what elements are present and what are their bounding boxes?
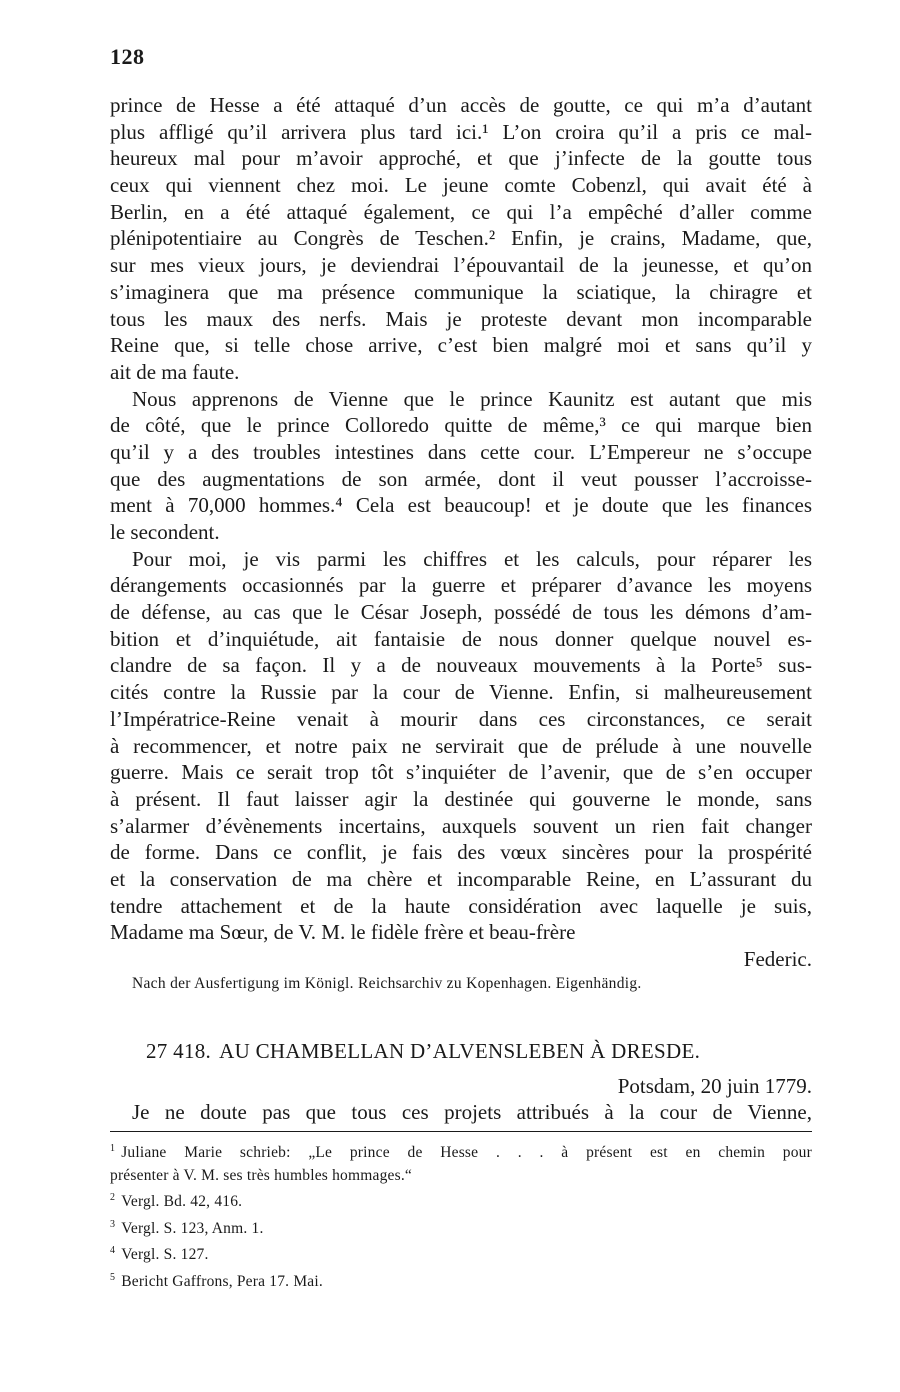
text-line: Reine que, si telle chose arrive, c’est bien malgré moi et sans qu’il y xyxy=(110,333,812,358)
text-line: tous les maux des nerfs. Mais je proteste devant mon incomparable xyxy=(110,306,812,331)
text-line: prince de Hesse a été attaqué d’un accès de goutte, ce qui m’a d’autant xyxy=(110,93,812,117)
footnotes xyxy=(110,1138,812,1294)
text-line: de défense, au cas que le César Joseph, possédé de tous les démons d’am- xyxy=(110,600,812,625)
footnote-line xyxy=(110,1187,812,1214)
text-line: sur mes vieux jours, je deviendrai l’épouvantail de la jeunesse, et qu’on xyxy=(110,253,812,278)
signature: Federic. xyxy=(743,947,812,971)
footnote-text: Vergl. Bd. 42, 416. xyxy=(121,1193,243,1211)
text-line: que des augmentations de son armée, dont il veut pousser l’accroisse- xyxy=(110,466,812,491)
page-number: 128 xyxy=(110,44,145,69)
text-line: Berlin, en a été attaqué également, ce qui l’a empêché d’aller comme xyxy=(110,199,812,224)
continuation-line: Je ne doute pas que tous ces projets attribués à la cour de Vienne, xyxy=(132,1100,812,1124)
text-line: Madame ma Sœur, de V. M. le fidèle frère et beau-frère xyxy=(110,920,576,945)
text-line: à recommencer, et notre paix ne servirait que de prélude à une nouvelle xyxy=(110,733,812,758)
text-line: heureux mal pour m’avoir approché, et que j’infecte de la goutte tous xyxy=(110,146,812,171)
footnote-rule xyxy=(110,1131,812,1132)
footnote-line xyxy=(110,1267,812,1294)
paragraphs xyxy=(110,92,812,946)
text-line: cités contre la Russie par la cour de Vienne. Enfin, si malheureusement xyxy=(110,680,812,705)
footnote-line xyxy=(110,1138,812,1165)
text-line: guerre. Mais ce serait trop tôt s’inquiéter de l’avenir, que de s’en occuper xyxy=(110,760,812,785)
text-line: plus affligé qu’il arrivera plus tard ici.¹ L’on croira qu’il a pris ce mal- xyxy=(110,119,812,144)
text-line: ceux qui viennent chez moi. Le jeune comte Cobenzl, qui avait été à xyxy=(110,173,812,198)
footnote-text: Bericht Gaffrons, Pera 17. Mai. xyxy=(121,1273,323,1291)
footnote-line xyxy=(110,1240,812,1267)
text-line: s’alarmer d’évènements incertains, auxquels souvent un rien fait changer xyxy=(110,813,812,838)
letter-body xyxy=(110,92,812,995)
letter-title: AU CHAMBELLAN D’ALVENSLEBEN À DRESDE. xyxy=(219,1039,701,1063)
text-line: le secondent. xyxy=(110,520,220,544)
footnote-mark: 3 xyxy=(110,1218,116,1230)
footnote-text: présenter à V. M. ses très humbles hommages.“ xyxy=(110,1166,413,1184)
letter-heading xyxy=(146,1039,700,1064)
text-line: l’Impératrice-Reine venait à mourir dans ces circonstances, ce serait xyxy=(110,706,812,731)
footnote-text: Vergl. S. 127. xyxy=(121,1246,209,1264)
footnote-mark: 2 xyxy=(110,1192,116,1204)
text-line: clandre de sa façon. Il y a de nouveaux mouvements à la Porte⁵ sus- xyxy=(110,653,812,678)
footnote-text: Juliane Marie schrieb: „Le prince de Hesse . . . à présent est en chemin pour xyxy=(121,1144,812,1162)
text-line: ment à 70,000 hommes.⁴ Cela est beaucoup! et je doute que les finances xyxy=(110,493,812,518)
text-line: à présent. Il faut laisser agir la destinée qui gouverne le monde, sans xyxy=(110,786,812,811)
footnote-mark: 5 xyxy=(110,1272,116,1284)
footnote-line xyxy=(110,1214,812,1241)
footnote-mark: 4 xyxy=(110,1245,116,1257)
footnote-line xyxy=(110,1165,812,1188)
text-line: tendre attachement et de la haute considération avec laquelle je suis, xyxy=(110,893,812,918)
text-line: dérangements occasionnés par la guerre et préparer d’avance les moyens xyxy=(110,573,812,598)
source-note: Nach der Ausfertigung im Königl. Reichsarchiv zu Kopenhagen. Eigenhändig. xyxy=(132,974,642,992)
text-line: et la conservation de ma chère et incomparable Reine, en L’assurant du xyxy=(110,866,812,891)
text-line: bition et d’inquiétude, ait fantaisie de nous donner quelque nouvel es- xyxy=(110,626,812,651)
text-line: s’imaginera que ma présence communique la sciatique, la chiragre et xyxy=(110,279,812,304)
text-line: de côté, que le prince Colloredo quitte de même,³ ce qui marque bien xyxy=(110,413,812,438)
footnote-text: Vergl. S. 123, Anm. 1. xyxy=(121,1219,264,1237)
text-line: Pour moi, je vis parmi les chiffres et les calculs, pour réparer les xyxy=(132,546,812,571)
text-line: ait de ma faute. xyxy=(110,359,240,384)
text-line: qu’il y a des troubles intestines dans cette cour. L’Empereur ne s’occupe xyxy=(110,439,812,464)
text-line: plénipotentiaire au Congrès de Teschen.² Enfin, je crains, Madame, que, xyxy=(110,226,812,251)
footnote-mark: 1 xyxy=(110,1143,116,1154)
dateline: Potsdam, 20 juin 1779. xyxy=(617,1074,812,1098)
text-line: de forme. Dans ce conflit, je fais des vœux sincères pour la prospérité xyxy=(110,840,812,865)
text-line: Nous apprenons de Vienne que le prince Kaunitz est autant que mis xyxy=(132,386,812,411)
letter-number: 27 418. xyxy=(146,1039,212,1063)
